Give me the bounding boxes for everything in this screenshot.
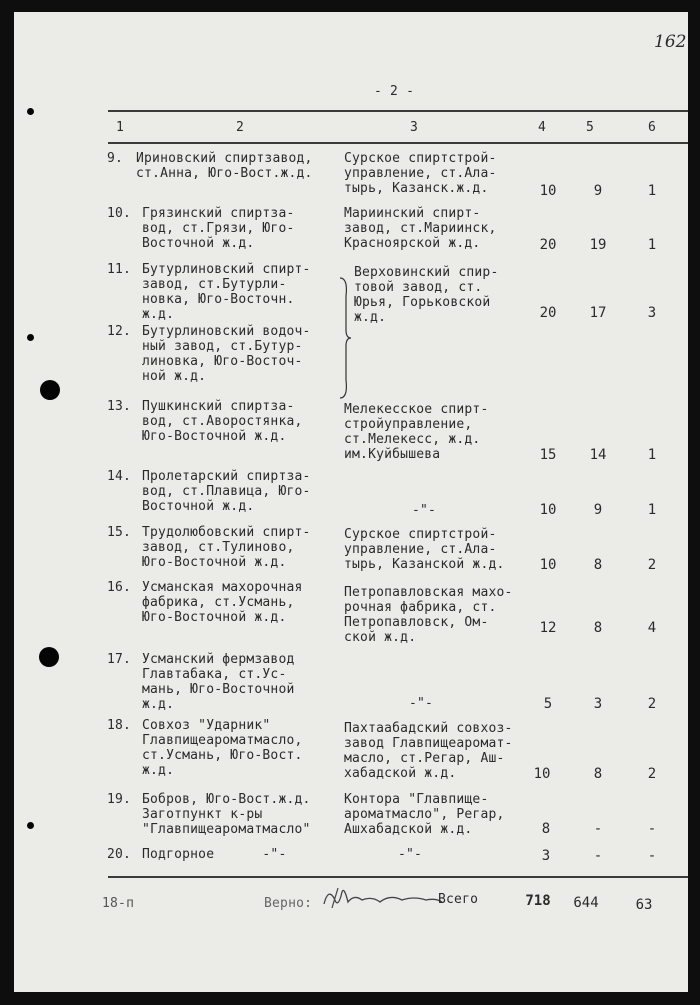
supplier-org: -"- (398, 847, 423, 862)
col-header-5: 5 (586, 120, 595, 135)
header-top-rule (108, 110, 688, 112)
value-col5: 9 (593, 183, 603, 199)
page-marker: - 2 - (374, 84, 415, 99)
enterprise-name: Бобров, Юго-Вост.ж.д. Заготпункт к-ры "Главпищеароматмасло" (142, 792, 311, 837)
enterprise-name: Усманский фермзавод Главтабака, ст.Ус- мань, Юго-Восточной ж.д. (142, 652, 295, 712)
supplier-org: Мелекесское спирт- стройуправление, ст.Мелекесс, ж.д. им.Куйбышева (344, 402, 489, 462)
col-header-1: 1 (116, 120, 125, 135)
header-bottom-rule (108, 142, 688, 144)
total-col4: 718 (525, 893, 551, 909)
value-col6: - (647, 821, 657, 837)
value-col5: - (593, 821, 603, 837)
supplier-org: Сурское спиртстрой- управление, ст.Ала- тырь, Казанск.ж.д. (344, 151, 497, 196)
row-number: 11. (107, 262, 132, 277)
binder-hole (40, 380, 60, 400)
value-col6: 4 (647, 620, 657, 636)
binder-hole (27, 822, 34, 829)
value-col6: 1 (647, 502, 657, 518)
row-number: 14. (107, 469, 132, 484)
value-col4: 10 (539, 502, 557, 518)
supplier-org: Верховинский спир- товой завод, ст. Юрья, Горьковской ж.д. (354, 265, 499, 325)
supplier-org: Сурское спиртстрой- управление, ст.Ала- тырь, Казанской ж.д. (344, 527, 505, 572)
enterprise-name: Грязинский спиртза- вод, ст.Грязи, Юго- Восточной ж.д. (142, 206, 295, 251)
value-col6: 2 (647, 766, 657, 782)
value-col4: 15 (539, 447, 557, 463)
value-col4: 5 (543, 696, 553, 712)
col-header-2: 2 (236, 120, 245, 135)
value-col6: 1 (647, 183, 657, 199)
document-page (14, 12, 688, 992)
row-number: 13. (107, 399, 132, 414)
value-col5: 8 (593, 557, 603, 573)
col-header-3: 3 (410, 120, 419, 135)
handwritten-signature (318, 884, 448, 914)
enterprise-name: Совхоз "Ударник" Главпищеароматмасло, ст.Усмань, Юго-Вост. ж.д. (142, 718, 303, 778)
value-col4: 20 (539, 305, 557, 321)
row-number: 19. (107, 792, 132, 807)
value-col5: - (593, 848, 603, 864)
value-col5: 8 (593, 766, 603, 782)
col-header-6: 6 (648, 120, 657, 135)
row-number: 18. (107, 718, 132, 733)
value-col5: 8 (593, 620, 603, 636)
enterprise-name: Усманская махорочная фабрика, ст.Усмань, Юго-Восточной ж.д. (142, 580, 303, 625)
value-col4: 10 (539, 557, 557, 573)
total-col6: 63 (635, 897, 653, 913)
supplier-org: Петропавловская махо- рочная фабрика, ст. Петропавловск, Ом- ской ж.д. (344, 585, 513, 645)
enterprise-name: Пушкинский спиртза- вод, ст.Аворостянка, Юго-Восточной ж.д. (142, 399, 303, 444)
totals-rule (108, 876, 688, 878)
grouping-brace (338, 276, 352, 400)
enterprise-name: Трудолюбовский спирт- завод, ст.Тулиново, Юго-Восточной ж.д. (142, 525, 311, 570)
col-header-4: 4 (538, 120, 547, 135)
total-label: Всего (438, 892, 479, 907)
supplier-org: Контора "Главпище- ароматмасло", Регар, Ашхабадской ж.д. (344, 792, 505, 837)
enterprise-name: Бутурлиновский водоч- ный завод, ст.Бутур- линовка, Юго-Восточ- ной ж.д. (142, 324, 311, 384)
row-number: 10. (107, 206, 132, 221)
supplier-org: Пахтаабадский совхоз- завод Главпищеаромат- масло, ст.Регар, Аш- хабадской ж.д. (344, 721, 513, 781)
binder-hole (27, 108, 34, 115)
value-col4: 3 (541, 848, 551, 864)
value-col5: 14 (589, 447, 607, 463)
value-col6: 1 (647, 237, 657, 253)
total-col5: 644 (573, 895, 599, 911)
row-number: 16. (107, 580, 132, 595)
value-col4: 20 (539, 237, 557, 253)
verified-label: Верно: (264, 896, 313, 911)
binder-hole (27, 334, 34, 341)
value-col4: 10 (539, 183, 557, 199)
value-col4: 12 (539, 620, 557, 636)
binder-hole (39, 647, 59, 667)
value-col6: - (647, 848, 657, 864)
value-col6: 1 (647, 447, 657, 463)
sheet-number: 162 (654, 32, 687, 52)
row-number: 12. (107, 324, 132, 339)
row-number: 9. (107, 151, 124, 166)
value-col4: 10 (533, 766, 551, 782)
value-col6: 2 (647, 557, 657, 573)
value-col5: 3 (593, 696, 603, 712)
row-number: 17. (107, 652, 132, 667)
value-col6: 3 (647, 305, 657, 321)
supplier-org: Мариинский спирт- завод, ст.Мариинск, Красноярской ж.д. (344, 206, 497, 251)
value-col5: 9 (593, 502, 603, 518)
supplier-org: -"- (409, 696, 434, 711)
row-number: 20. (107, 847, 132, 862)
supplier-org: -"- (412, 503, 437, 518)
enterprise-name: Ириновский спиртзавод, ст.Анна, Юго-Вост.ж.д. (136, 151, 313, 181)
value-col4: 8 (541, 821, 551, 837)
enterprise-name: Бутурлиновский спирт- завод, ст.Бутурли- новка, Юго-Восточн. ж.д. (142, 262, 311, 322)
document-code: 18-п (102, 896, 135, 911)
value-col5: 19 (589, 237, 607, 253)
value-col6: 2 (647, 696, 657, 712)
row-number: 15. (107, 525, 132, 540)
enterprise-name: Пролетарский спиртза- вод, ст.Плавица, Юго- Восточной ж.д. (142, 469, 311, 514)
value-col5: 17 (589, 305, 607, 321)
enterprise-name: Подгорное -"- (142, 847, 287, 862)
